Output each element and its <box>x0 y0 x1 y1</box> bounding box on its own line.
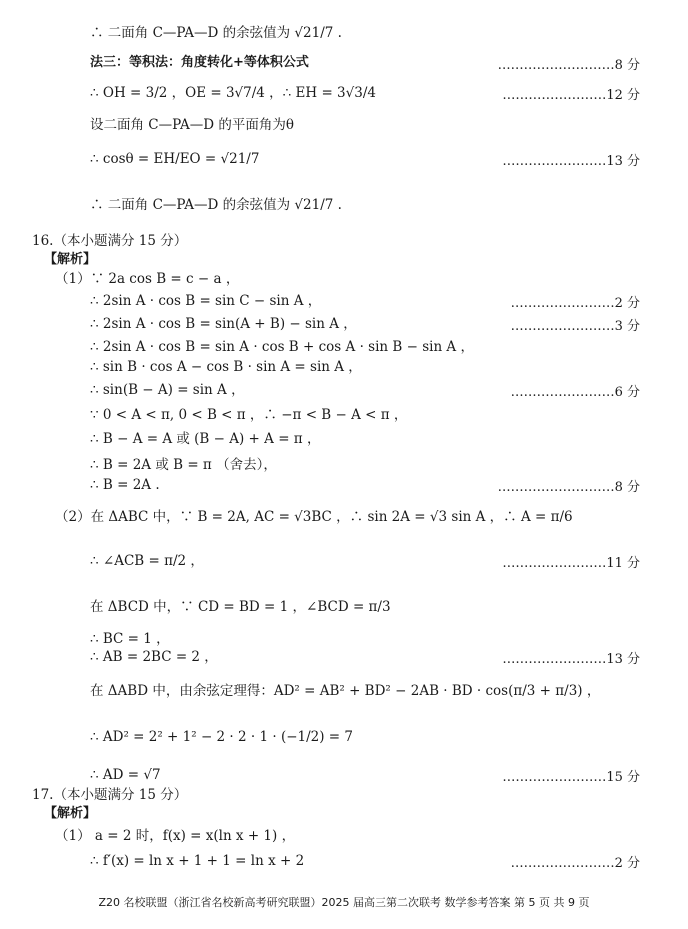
text-line: 【解析】 <box>44 252 97 267</box>
text-line: ∴ 二面角 C—PA—D 的余弦值为 √21/7 . <box>90 25 342 41</box>
text-line: 法三：等积法：角度转化+等体积公式 <box>90 55 309 70</box>
text-line: ∴ cosθ = EH/EO = √21/7 <box>90 151 260 167</box>
text-line: 设二面角 C—PA—D 的平面角为θ <box>90 117 294 133</box>
score-marker: ……………………6 分 <box>510 385 640 400</box>
text-line: ∴ OH = 3/2 ，OE = 3√7/4 ，∴ EH = 3√3/4 <box>90 85 376 101</box>
text-line: ∴ AD² = 2² + 1² − 2 · 2 · 1 · (−1/2) = 7 <box>90 729 353 745</box>
text-line: ∴ f′(x) = ln x + 1 + 1 = ln x + 2 <box>90 853 305 869</box>
text-line: 在 ΔABD 中，由余弦定理得：AD² = AB² + BD² − 2AB · BD · cos(π/3 + π/3) ， <box>90 683 601 699</box>
text-line: ∴ B − A = A 或 (B − A) + A = π ， <box>90 431 321 447</box>
score-marker: ……………………2 分 <box>510 856 640 871</box>
text-line: ∴ B = 2A . <box>90 477 160 493</box>
text-line: ∴ 2sin A · cos B = sin A · cos B + cos A · sin B − sin A ， <box>90 339 474 355</box>
score-marker: ……………………15 分 <box>502 770 640 785</box>
score-marker: ……………………13 分 <box>502 154 640 169</box>
score-marker: ……………………11 分 <box>502 556 640 571</box>
score-marker: ………………………8 分 <box>497 480 640 495</box>
score-marker: ……………………12 分 <box>502 88 640 103</box>
text-line: ∴ AD = √7 <box>90 767 161 783</box>
text-line: 在 ΔBCD 中，∵ CD = BD = 1 ，∠BCD = π/3 <box>90 599 391 615</box>
text-line: ∴ 2sin A · cos B = sin(A + B) − sin A ， <box>90 316 357 332</box>
score-marker: ……………………13 分 <box>502 652 640 667</box>
text-line: 【解析】 <box>44 806 97 821</box>
text-line: ∴ sin B · cos A − cos B · sin A = sin A ， <box>90 359 362 375</box>
text-line: （1）∵ 2a cos B = c − a ， <box>55 271 240 287</box>
text-line: ∴ sin(B − A) = sin A ， <box>90 382 245 398</box>
text-line: ∵ 0 < A < π, 0 < B < π ，∴ −π < B − A < π ， <box>90 407 408 423</box>
text-line: ∴ BC = 1 ， <box>90 631 170 647</box>
text-line: 17.（本小题满分 15 分） <box>32 787 188 803</box>
text-line: ∴ AB = 2BC = 2 ， <box>90 649 218 665</box>
text-line: ∴ ∠ACB = π/2 ， <box>90 553 204 569</box>
score-marker: ……………………2 分 <box>510 296 640 311</box>
score-marker: ………………………8 分 <box>497 58 640 73</box>
text-line: ∴ 2sin A · cos B = sin C − sin A ， <box>90 293 322 309</box>
text-line: 16.（本小题满分 15 分） <box>32 233 188 249</box>
score-marker: ……………………3 分 <box>510 319 640 334</box>
text-line: （1） a = 2 时，f(x) = x(ln x + 1) ， <box>55 828 296 844</box>
page-footer: Z20 名校联盟（浙江省名校新高考研究联盟）2025 届高三第二次联考 数学参考答案 第 5 页 共 9 页 <box>98 896 590 909</box>
text-line: ∴ 二面角 C—PA—D 的余弦值为 √21/7 . <box>90 197 342 213</box>
text-line: （2）在 ΔABC 中，∵ B = 2A, AC = √3BC ，∴ sin 2A = √3 sin A ，∴ A = π/6 <box>55 509 573 525</box>
text-line: ∴ B = 2A 或 B = π （舍去）， <box>90 457 277 473</box>
